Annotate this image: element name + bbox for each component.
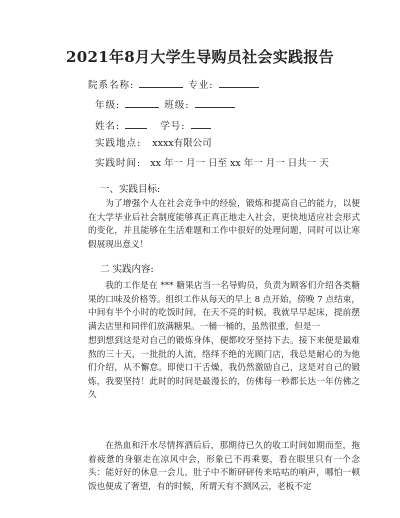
- student-id-blank: [191, 118, 211, 129]
- grade-row: [95, 97, 237, 112]
- class-label: 班级:: [164, 100, 190, 111]
- location-value: xxxx有限公司: [152, 138, 212, 149]
- goal-paragraph: 为了增强个人在社会竞争中的经验，锻炼和提高自己的能力，以便在大学毕业后社会制度能够真正真正地走入社会，更快地适应社会形式的变化，并且能够在生活难题和工作中很好的处理问题，同时可以让寒假展现出意义！: [88, 199, 360, 250]
- class-blank: [195, 97, 235, 108]
- name-blank: [125, 118, 147, 129]
- grade-label: 年级:: [95, 100, 121, 111]
- location-row: [95, 138, 212, 150]
- major-label: 专业:: [188, 80, 214, 91]
- content-paragraph-2: 想到想到这是对自己的锻炼身体，便都咬牙坚持下去。接下来便是最难熬的三十天，一批批的人流，络绎不绝的光顾门店，我总是耐心的为他们介绍，从不懈怠。即使口干舌燥，我仍然激励自己，这是对自己的锻炼，我要坚持！此时的时间是最漫长的，仿佛每一秒都长达一年仿佛之久: [88, 336, 360, 400]
- time-label: 实践时间:: [95, 158, 142, 169]
- grade-blank: [125, 97, 159, 108]
- college-label: 院系名称:: [88, 80, 135, 91]
- section-goal-text: [88, 198, 360, 252]
- section-content-text: [88, 280, 360, 403]
- major-blank: [219, 77, 259, 88]
- content-paragraph-3: 在热血和汗水尽情挥洒后后，那期待已久的收工时间如期而至，拖着疲惫的身躯走在凉风中会，形象已不再乘要，看在眼里只有一个念头：能好好的休息一会儿，肚子中不断砰砰传来咕咕的响声，哪怕一顿饭也便成了奢望，有的时候，所谓天有不测风云，老板不定: [88, 441, 360, 492]
- college-row: [88, 77, 261, 92]
- college-blank: [139, 77, 183, 88]
- time-row: [95, 158, 329, 170]
- name-row: [95, 118, 213, 133]
- location-label: 实践地点:: [95, 138, 142, 149]
- section-content-text-2: [88, 440, 360, 494]
- section-heading-goal: 一、实践目标:: [100, 184, 161, 195]
- document-title: 2021年8月大学生导购员社会实践报告: [66, 48, 334, 66]
- content-paragraph-1: 我的工作是在 *** 糖果店当一名导购员，负责为顾客们介绍各类糖果的口味及价格等。组织工作从每天的早上 8 点开始，傍晚 7 点结束，中间有半个小时的吃饭时间，在天不亮的时候，我就早早起床，提前摆满去店里和同伴们放满糖果。一桶一桶的，虽然很重，但是一: [88, 281, 360, 332]
- student-id-label: 学号:: [160, 121, 186, 132]
- section-heading-content: 二 实践内容:: [100, 264, 154, 275]
- time-value: xx 年一 月一 日至 xx 年一 月一 日共一 天: [150, 158, 329, 169]
- name-label: 姓名:: [95, 121, 121, 132]
